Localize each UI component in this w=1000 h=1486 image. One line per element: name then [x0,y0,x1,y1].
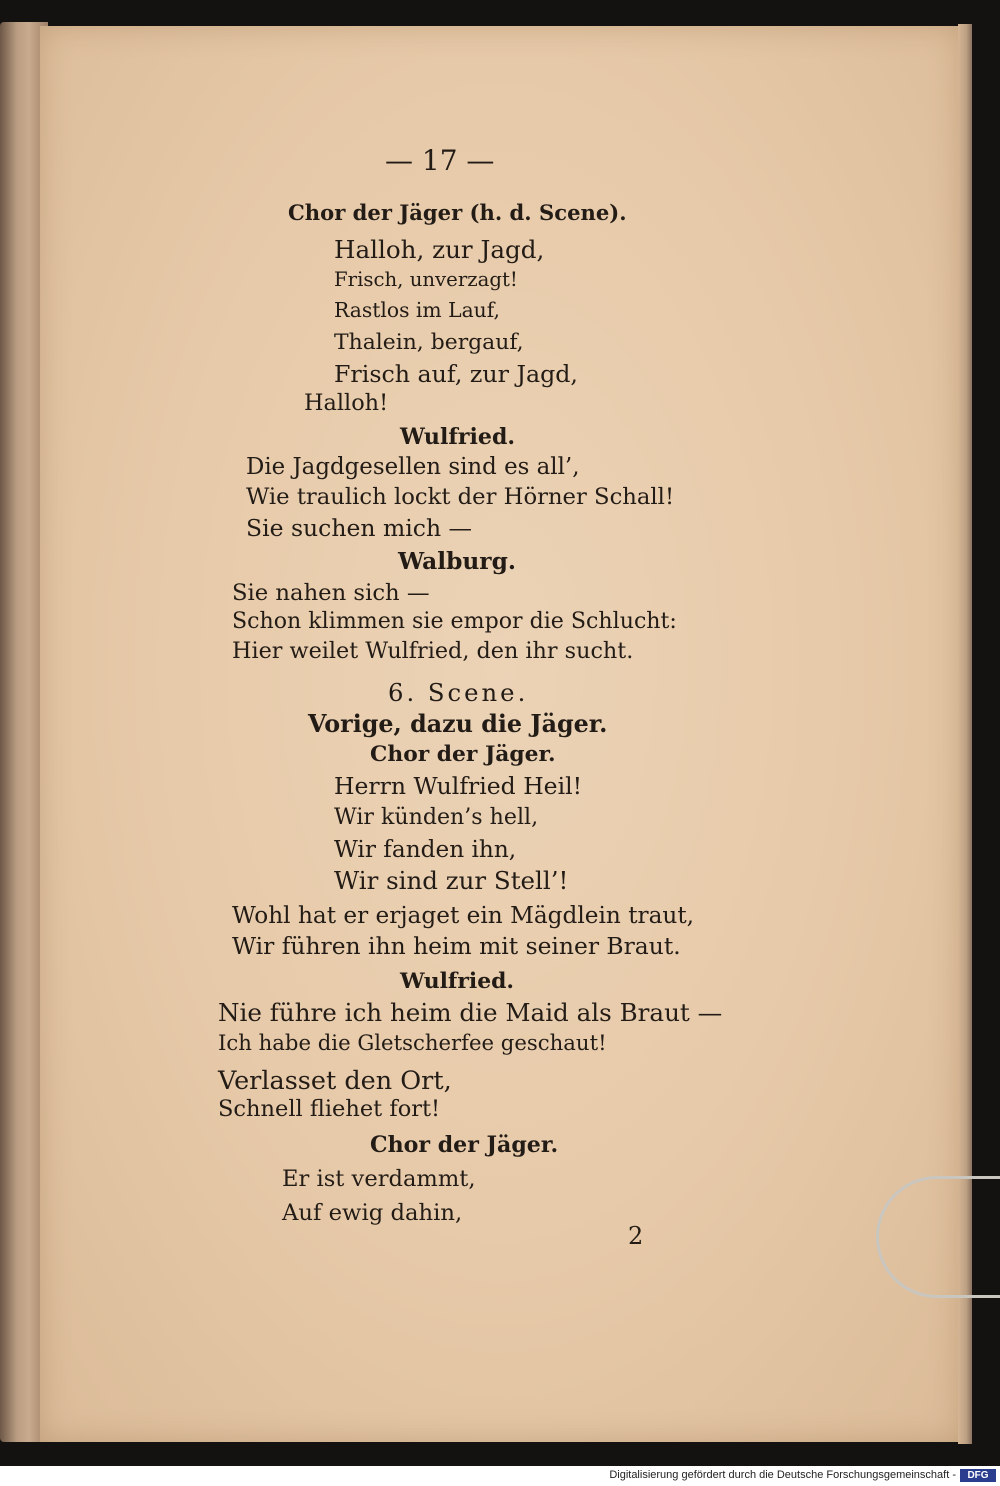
speaker-heading: Chor der Jäger. [370,742,556,767]
verse-line: Sie nahen sich — [232,580,430,606]
speaker-heading: Wulfried. [400,424,516,450]
speaker-heading: Chor der Jäger (h. d. Scene). [288,200,627,225]
verse-line: Wir sind zur Stell’! [334,866,569,895]
verse-line: Ich habe die Gletscherfee geschaut! [218,1030,607,1055]
speaker-heading: Walburg. [398,548,516,575]
scene-heading: 6. Scene. [388,678,529,707]
verse-line: Nie führe ich heim die Maid als Braut — [218,998,723,1027]
verse-line: Wir fanden ihn, [334,836,517,863]
verse-line: Wir künden’s hell, [334,804,539,830]
paper-clip [876,1176,1000,1298]
verse-line: Halloh, zur Jagd, [334,235,545,264]
verse-line: Wie traulich lockt der Hörner Schall! [246,484,675,510]
signature-mark: 2 [628,1222,644,1250]
dfg-logo: DFG [960,1469,996,1482]
speaker-heading: Vorige, dazu die Jäger. [308,710,608,738]
digitization-footer [0,1466,1000,1486]
verse-line: Er ist verdammt, [282,1166,476,1192]
verse-line: Halloh! [304,390,389,416]
verse-line: Rastlos im Lauf, [334,298,500,322]
verse-line: Wir führen ihn heim mit seiner Braut. [232,932,681,960]
verse-line: Hier weilet Wulfried, den ihr sucht. [232,638,634,664]
footer-credit: Digitalisierung gefördert durch die Deutsche Forschungsgemeinschaft - [609,1469,956,1481]
page-number: — 17 — [385,144,495,177]
verse-line: Die Jagdgesellen sind es all’, [246,454,580,480]
speaker-heading: Wulfried. [400,968,515,994]
verse-line: Frisch, unverzagt! [334,268,518,291]
verse-line: Wohl hat er erjaget ein Mägdlein traut, [232,902,695,929]
speaker-heading: Chor der Jäger. [370,1132,559,1158]
verse-line: Auf ewig dahin, [282,1200,463,1226]
verse-line: Thalein, bergauf, [334,330,524,355]
verse-line: Schon klimmen sie empor die Schlucht: [232,608,677,634]
verse-line: Schnell fliehet fort! [218,1096,441,1122]
verse-line: Frisch auf, zur Jagd, [334,360,578,388]
verse-line: Herrn Wulfried Heil! [334,772,583,800]
verse-line: Verlasset den Ort, [218,1066,452,1096]
verse-line: Sie suchen mich — [246,514,473,542]
